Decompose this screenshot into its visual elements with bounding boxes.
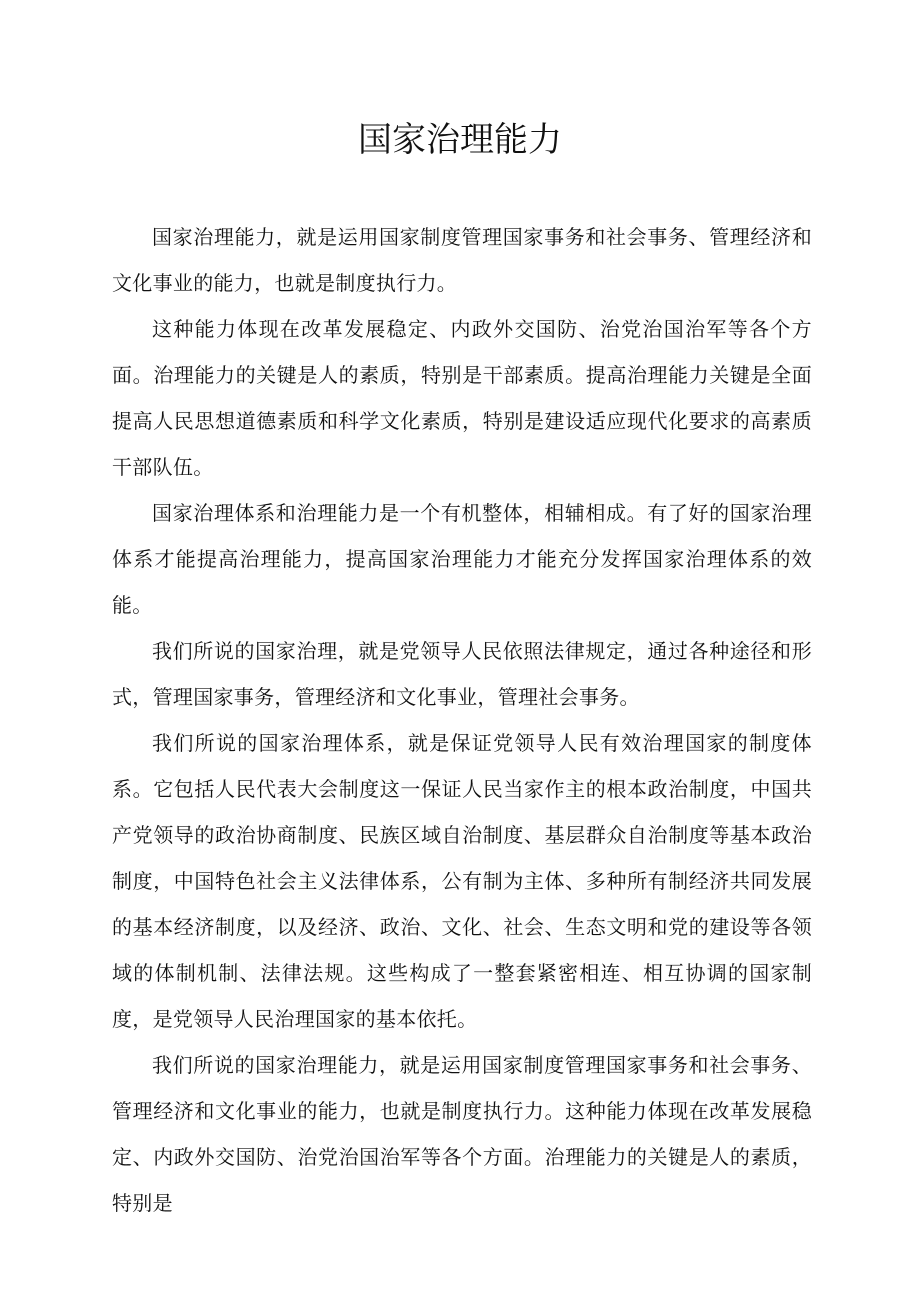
- paragraph: 这种能力体现在改革发展稳定、内政外交国防、治党治国治军等各个方面。治理能力的关键是人的素质，特别是干部素质。提高治理能力关键是全面提高人民思想道德素质和科学文化素质，特别是建设适应现代化要求的高素质干部队伍。: [112, 317, 812, 479]
- paragraph: 我们所说的国家治理，就是党领导人民依照法律规定，通过各种途径和形式，管理国家事务，管理经济和文化事业，管理社会事务。: [112, 639, 812, 709]
- paragraph: 我们所说的国家治理体系，就是保证党领导人民有效治理国家的制度体系。它包括人民代表大会制度这一保证人民当家作主的根本政治制度，中国共产党领导的政治协商制度、民族区域自治制度、基层群众自治制度等基本政治制度，中国特色社会主义法律体系，公有制为主体、多种所有制经济共同发展的基本经济制度，以及经济、政治、文化、社会、生态文明和党的建设等各领域的体制机制、法律法规。这些构成了一整套紧密相连、相互协调的国家制度，是党领导人民治理国家的基本依托。: [112, 731, 812, 1031]
- paragraph: 我们所说的国家治理能力，就是运用国家制度管理国家事务和社会事务、管理经济和文化事业的能力，也就是制度执行力。这种能力体现在改革发展稳定、内政外交国防、治党治国治军等各个方面。治理能力的关键是人的素质，特别是: [112, 1053, 812, 1215]
- document-body: [112, 214, 812, 1226]
- paragraph: 国家治理能力，就是运用国家制度管理国家事务和社会事务、管理经济和文化事业的能力，也就是制度执行力。: [112, 225, 812, 295]
- paragraph: 国家治理体系和治理能力是一个有机整体，相辅相成。有了好的国家治理体系才能提高治理能力，提高国家治理能力才能充分发挥国家治理体系的效能。: [112, 501, 812, 617]
- document-title: 国家治理能力: [358, 120, 562, 160]
